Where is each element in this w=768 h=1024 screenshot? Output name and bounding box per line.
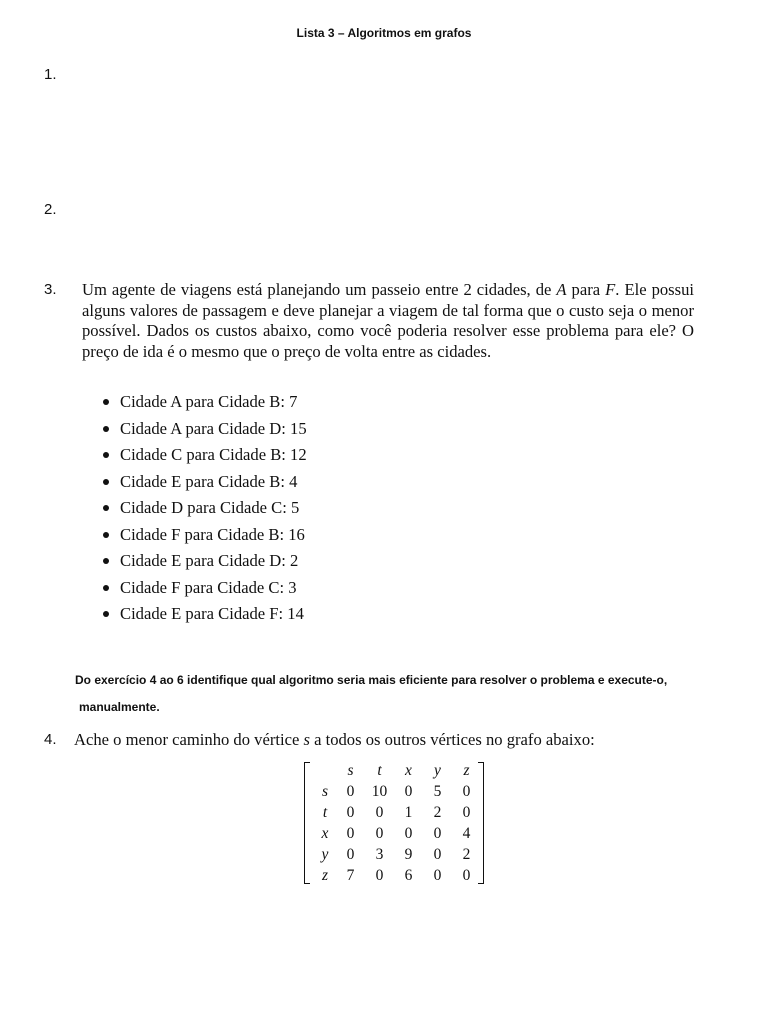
question-2-number: 2. (44, 201, 57, 218)
cost-item (100, 522, 307, 549)
cost-item-text: Cidade E para Cidade F: 14 (120, 604, 304, 623)
bullet-icon (103, 426, 109, 432)
matrix-cell: 0 (375, 803, 384, 821)
bullet-icon (103, 532, 109, 538)
cost-item-text: Cidade E para Cidade D: 2 (120, 551, 299, 570)
matrix-cell: 2 (433, 803, 442, 821)
cost-item-text: Cidade F para Cidade C: 3 (120, 577, 297, 597)
instructions-line-2: manualmente. (79, 700, 160, 714)
bullet-icon (103, 558, 109, 564)
matrix-cell: 0 (346, 845, 355, 863)
matrix-table (314, 760, 481, 886)
matrix-col-header: t (377, 761, 382, 779)
matrix-col-header: y (434, 761, 441, 779)
var-s: s (303, 730, 310, 749)
matrix-col-header: x (405, 761, 412, 779)
matrix-cell: 0 (404, 824, 413, 842)
question-4-text (74, 730, 595, 750)
question-3-text (82, 280, 694, 362)
matrix-cell: 9 (404, 845, 413, 863)
matrix-cell: 2 (462, 845, 471, 863)
question-1-number: 1. (44, 66, 57, 83)
matrix-cell: 0 (346, 803, 355, 821)
matrix-corner (314, 760, 336, 781)
matrix-row-label: s (321, 782, 329, 800)
matrix-row-label: z (321, 866, 329, 884)
matrix-row (314, 781, 481, 802)
matrix-row-label: x (321, 824, 329, 842)
cost-item-text: Cidade F para Cidade B: 16 (120, 524, 305, 544)
bullet-icon (103, 452, 109, 458)
cost-item (100, 495, 307, 522)
matrix-cell: 6 (404, 866, 413, 884)
matrix-cell: 0 (462, 803, 471, 821)
cost-item-text: Cidade D para Cidade C: 5 (120, 498, 300, 517)
bullet-icon (103, 399, 109, 405)
cost-item-text: Cidade A para Cidade B: 7 (120, 392, 298, 411)
cost-item-text: Cidade E para Cidade B: 4 (120, 471, 298, 491)
bullet-icon (103, 611, 109, 617)
matrix-col-header: z (463, 761, 470, 779)
matrix-cell: 0 (346, 824, 355, 842)
question-3-text-b: para (566, 280, 606, 299)
instructions-line-1: Do exercício 4 ao 6 identifique qual algoritmo seria mais eficiente para resolver o problema e execute-o, (75, 673, 668, 687)
matrix-cell: 0 (433, 845, 442, 863)
matrix-cell: 0 (375, 824, 384, 842)
matrix-row (314, 802, 481, 823)
question-3-number: 3. (44, 281, 57, 298)
bullet-icon (103, 479, 109, 485)
question-3-text-a: Um agente de viagens está planejando um passeio entre 2 cidades, de (82, 280, 557, 299)
cost-item (100, 469, 307, 496)
matrix-cell: 0 (462, 782, 471, 800)
matrix-row (314, 823, 481, 844)
var-to: F (605, 280, 616, 299)
question-4-text-a: Ache o menor caminho do vértice (74, 730, 304, 749)
question-4-number: 4. (44, 731, 57, 748)
matrix-cell: 1 (404, 803, 413, 821)
cost-item (100, 416, 307, 443)
cost-item (100, 601, 307, 628)
question-3-text-c: . Ele possui alguns valores de passagem e deve planejar a viagem de tal forma que o custo seja o menor possível. Dados os custos abaixo, como você poderia resolver esse problema para ele? O preço de ida é o mesmo que o preço de volta entre as cidades. (82, 280, 694, 361)
matrix-row-label: y (321, 845, 329, 863)
matrix-col-header: s (347, 761, 354, 779)
bullet-icon (103, 505, 109, 511)
bullet-icon (103, 585, 109, 591)
adjacency-matrix (304, 760, 484, 886)
question-4-text-b: a todos os outros vértices no grafo abaixo: (309, 730, 595, 749)
matrix-cell: 7 (346, 866, 355, 884)
matrix-cell: 0 (433, 866, 442, 884)
matrix-cell: 4 (462, 824, 471, 842)
matrix-row-label: t (322, 803, 328, 821)
matrix-header-row (314, 760, 481, 781)
page-title: Lista 3 – Algoritmos em grafos (296, 26, 472, 40)
matrix-row (314, 865, 481, 886)
cost-item (100, 389, 307, 416)
cost-item (100, 575, 307, 602)
matrix-row (314, 844, 481, 865)
matrix-left-bracket (304, 762, 310, 884)
matrix-cell: 10 (371, 782, 388, 800)
matrix-cell: 0 (346, 782, 355, 800)
matrix-cell: 3 (375, 845, 384, 863)
cost-item (100, 442, 307, 469)
cost-item-text: Cidade A para Cidade D: 15 (120, 418, 307, 438)
matrix-cell: 0 (375, 866, 384, 884)
cost-item-text: Cidade C para Cidade B: 12 (120, 445, 307, 464)
matrix-cell: 0 (462, 866, 471, 884)
cost-item (100, 548, 307, 575)
var-from: A (556, 280, 567, 299)
matrix-cell: 0 (404, 782, 413, 800)
matrix-cell: 5 (433, 782, 442, 800)
cost-list (100, 389, 307, 628)
matrix-cell: 0 (433, 824, 442, 842)
